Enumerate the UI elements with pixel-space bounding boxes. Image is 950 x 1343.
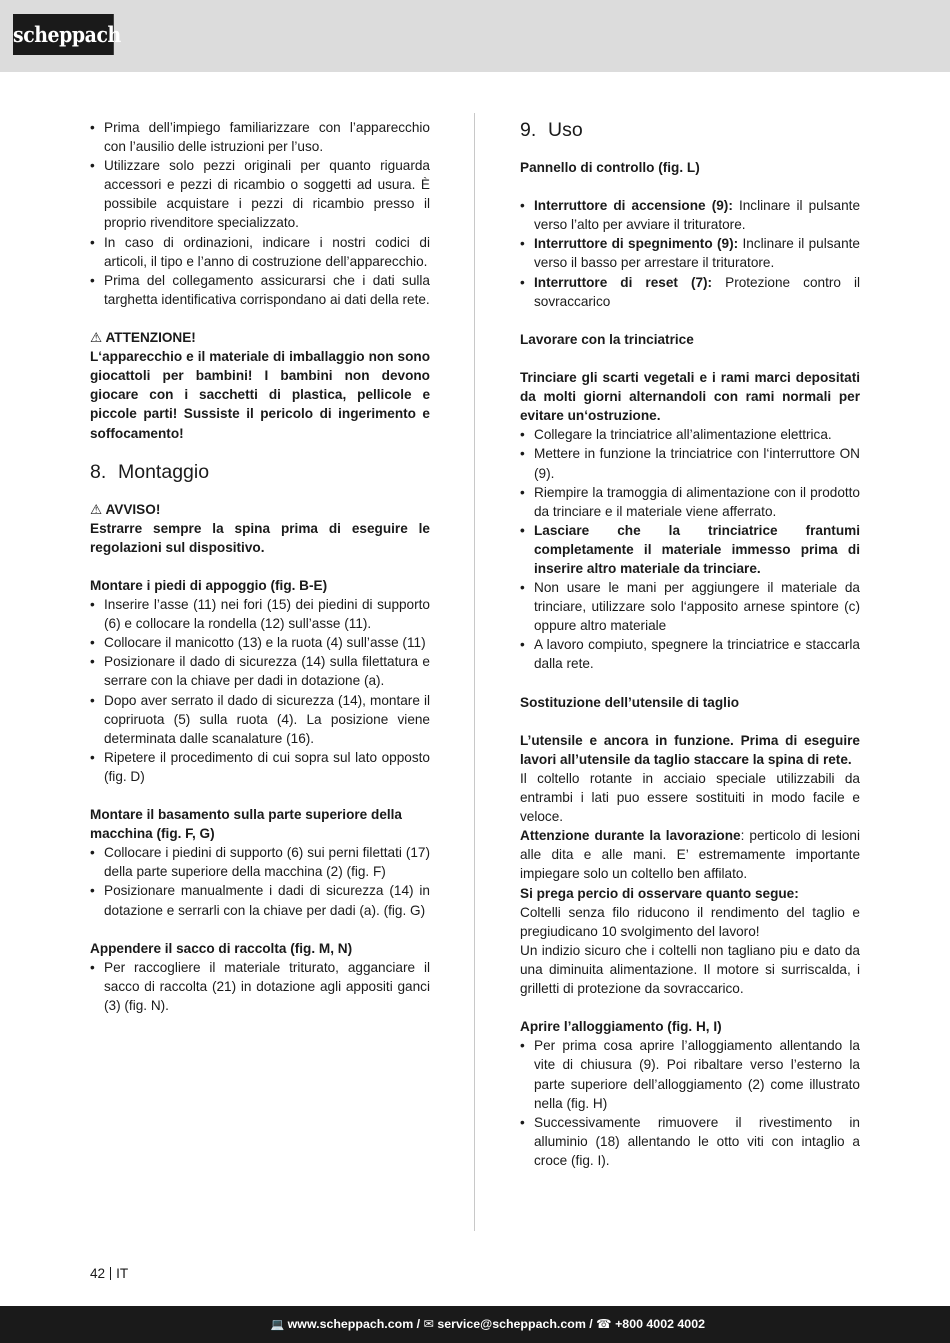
list-item: • Lasciare che la trinciatrice frantumi completamente il materiale immesso prima di inserire altro materiale da trinciare. (520, 521, 860, 578)
laptop-icon: 💻 (270, 1319, 285, 1331)
list-item: • Prima dell’impiego familiarizzare con l’apparecchio con l’ausilio delle istruzioni per l’uso. (90, 118, 430, 156)
section-8-number: 8. (90, 460, 107, 483)
panel-item-text: Protezione contro il sovraccarico (534, 274, 861, 309)
work-heading: Lavorare con la trinciatrice (520, 331, 694, 347)
list-item: • Utilizzare solo pezzi originali per quanto riguarda accessori e pezzi di ricambio o soggetti ad usura. È possibile acquistare i pezzi di ricambio presso il proprio rivenditore specializzato. (90, 156, 430, 232)
attention-heading (90, 328, 430, 347)
page-number-separator (110, 1267, 111, 1280)
list-item: • Collegare la trinciatrice all’alimentazione elettrica. (520, 425, 860, 444)
blade-attention-label: Attenzione durante la lavorazione (520, 828, 741, 844)
phone-icon: ☎ (596, 1317, 612, 1331)
list-item: • Per prima cosa aprire l’alloggiamento allentando la vite di chiusura (9). Poi ribaltare verso l’esterno la parte superiore dell’alloggiamento (2) come illustrato nella (fig. H) (520, 1036, 860, 1112)
section-8-title: Montaggio (118, 460, 210, 483)
panel-list (520, 196, 860, 311)
base-heading: Montare il basamento sulla parte superiore della macchina (fig. F, G) (90, 807, 402, 842)
blade-heading: Sostituzione dell’utensile di taglio (520, 694, 740, 710)
intro-list (90, 118, 430, 309)
panel-item-label: Interruttore di accensione (9): (534, 198, 733, 214)
list-item: • Dopo aver serrato il dado di sicurezza (14), montare il copriruota (5) sulla ruota (4). La posizione viene determinata dalle scanalature (16). (90, 691, 430, 748)
housing-list (520, 1036, 860, 1170)
list-item (520, 273, 860, 311)
warning-icon: ⚠ (90, 330, 103, 346)
section-9-heading (520, 118, 860, 142)
notice-text: Estrarre sempre la spina prima di eseguire le regolazioni sul dispositivo. (90, 520, 430, 555)
footer-separator: / (413, 1317, 424, 1331)
list-item: • Per raccogliere il materiale triturato, agganciare il sacco di raccolta (21) in dotazione agli appositi ganci (3) (fig. N). (90, 958, 430, 1015)
section-9-title: Uso (548, 119, 583, 141)
column-divider (474, 113, 475, 1231)
list-item: • In caso di ordinazioni, indicare i nostri codici di articoli, il tipo e l’anno di costruzione dell’apparecchio. (90, 233, 430, 271)
list-item: • Posizionare il dado di sicurezza (14) sulla filettatura e serrare con la chiave per dadi in dotazione (a). (90, 652, 430, 690)
footer-website-link[interactable]: www.scheppach.com (287, 1317, 414, 1331)
housing-heading: Aprire l’alloggiamento (fig. H, I) (520, 1019, 722, 1035)
page-number (90, 1265, 128, 1283)
page-header (0, 0, 950, 72)
scheppach-logo: scheppach (13, 14, 114, 55)
panel-item-label: Interruttore di reset (7): (534, 274, 713, 290)
blade-text: Il coltello rotante in acciaio speciale utilizzabili da entrambi i lati puo essere sostituiti in modo facile e veloce. (520, 771, 860, 825)
blade-text: Coltelli senza filo riducono il rendimento del taglio e pregiudicano 10 svolgimento del lavoro! (520, 904, 860, 939)
blade-attention (520, 826, 860, 883)
footer-phone-link[interactable]: +800 4002 4002 (615, 1317, 705, 1331)
page-number-value: 42 (90, 1266, 106, 1281)
bag-list (90, 958, 430, 1015)
attention-text: L‘apparecchio e il materiale di imballaggio non sono giocattoli per bambini! I bambini non devono giocare con i sacchetti di plastica, pellicole e piccole parti! Sussiste il pericolo di ingerimento e soffocamento! (90, 349, 430, 441)
list-item: • A lavoro compiuto, spegnere la trinciatrice e staccarla dalla rete. (520, 635, 860, 673)
notice-heading (90, 500, 430, 519)
list-item (520, 196, 860, 234)
attention-title: ATTENZIONE! (105, 330, 196, 346)
blade-attention-text: : perticolo di lesioni alle dita e alle mani. E’ estremamente importante impiegare solo un coltello ben affilato. (520, 828, 860, 882)
feet-list (90, 595, 430, 786)
footer-contacts (271, 1306, 705, 1343)
section-9-number: 9. (520, 119, 537, 141)
mail-icon: ✉ (423, 1317, 434, 1331)
blade-observe: Si prega percio di osservare quanto segue: (520, 885, 799, 901)
feet-heading: Montare i piedi di appoggio (fig. B-E) (90, 577, 328, 593)
left-column (90, 118, 430, 1015)
list-item: • Mettere in funzione la trinciatrice con l‘interruttore ON (9). (520, 444, 860, 482)
base-list (90, 843, 430, 919)
panel-heading: Pannello di controllo (fig. L) (520, 160, 700, 175)
list-item (520, 234, 860, 272)
panel-item-text: Inclinare il pulsante verso l’alto per avviare il trituratore. (534, 198, 860, 233)
list-item: • Collocare il manicotto (13) e la ruota (4) sull’asse (11) (90, 633, 430, 652)
page-footer (0, 1306, 950, 1343)
work-list (520, 425, 860, 673)
blade-warning: L’utensile e ancora in funzione. Prima di eseguire lavori all’utensile da taglio staccare la spina di rete. (520, 732, 860, 767)
notice-title: AVVISO! (105, 501, 161, 517)
blade-text: Un indizio sicuro che i coltelli non tagliano piu e dato da una diminuita alimentazione. Il motore si surriscalda, i grilletti di protezione da sovraccarico. (520, 942, 860, 997)
list-item: • Prima del collegamento assicurarsi che i dati sulla targhetta identificativa corrispondano ai dati della rete. (90, 271, 430, 309)
list-item: • Riempire la tramoggia di alimentazione con il prodotto da trinciare e il materiale viene afferrato. (520, 483, 860, 521)
bag-heading: Appendere il sacco di raccolta (fig. M, N) (90, 940, 353, 956)
footer-separator: / (585, 1317, 597, 1331)
list-item: • Ripetere il procedimento di cui sopra sul lato opposto (fig. D) (90, 748, 430, 786)
section-8-heading (90, 460, 430, 484)
right-column (520, 118, 860, 1170)
panel-item-text: Inclinare il pulsante verso il basso per arrestare il trituratore. (534, 236, 860, 271)
list-item: • Inserire l’asse (11) nei fori (15) dei piedini di supporto (6) e collocare la rondella (12) sull’asse (11). (90, 595, 430, 633)
list-item: • Successivamente rimuovere il rivestimento in alluminio (18) allentando le otto viti con intaglio a croce (fig. I). (520, 1113, 860, 1170)
footer-email-link[interactable]: service@scheppach.com (437, 1317, 586, 1331)
list-item: • Non usare le mani per aggiungere il materiale da trinciare, utilizzare solo l‘apposito arnese spintore (c) oppure altro materiale (520, 578, 860, 635)
work-intro: Trinciare gli scarti vegetali e i rami marci depositati da molti giorni alternandoli con rami normali per evitare un‘ostruzione. (520, 370, 860, 424)
panel-item-label: Interruttore di spegnimento (9): (534, 236, 739, 252)
list-item: • Collocare i piedini di supporto (6) sui perni filettati (17) della parte superiore della macchina (2) (fig. F) (90, 843, 430, 881)
list-item: • Posizionare manualmente i dadi di sicurezza (14) in dotazione e serrarli con la chiave per dadi (a). (fig. G) (90, 881, 430, 919)
page-language: IT (116, 1266, 129, 1281)
warning-icon: ⚠ (90, 501, 103, 517)
